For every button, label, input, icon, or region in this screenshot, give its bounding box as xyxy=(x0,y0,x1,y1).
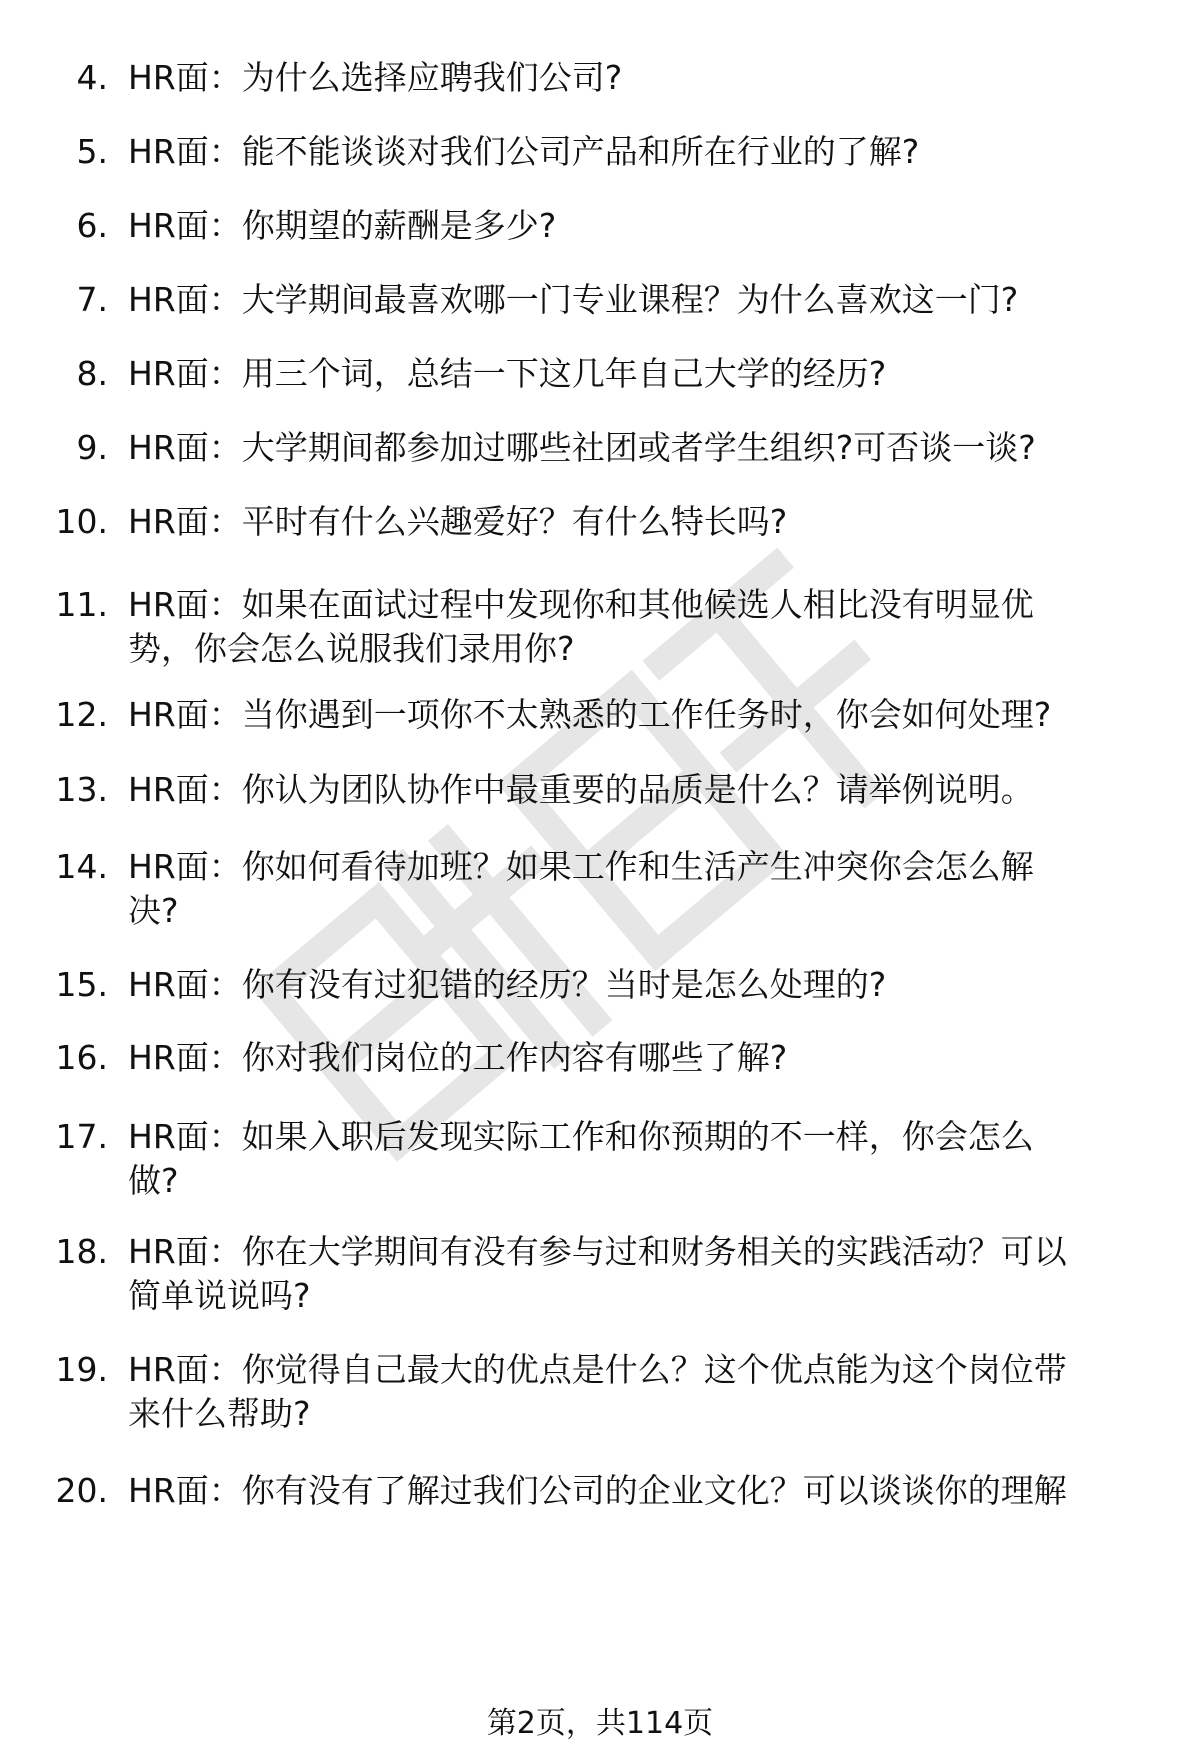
page-footer: 第2页，共114页 xyxy=(486,1706,714,1741)
question-number: 9. xyxy=(76,428,108,467)
question-number: 12. xyxy=(55,695,108,734)
question-text-line: HR面：大学期间最喜欢哪一门专业课程？为什么喜欢这一门? xyxy=(128,280,1019,319)
question-text-line: HR面：你有没有过犯错的经历？当时是怎么处理的? xyxy=(128,965,887,1004)
question-number: 17. xyxy=(55,1117,108,1156)
question-text-line: 简单说说吗? xyxy=(128,1276,311,1315)
question-text-line: HR面：你觉得自己最大的优点是什么？这个优点能为这个岗位带 xyxy=(128,1350,1067,1389)
question-number: 20. xyxy=(55,1471,108,1510)
question-text-line: HR面：用三个词，总结一下这几年自己大学的经历? xyxy=(128,354,887,393)
question-number: 6. xyxy=(76,206,108,245)
question-text-line: 决? xyxy=(128,891,179,930)
question-text-line: HR面：当你遇到一项你不太熟悉的工作任务时，你会如何处理? xyxy=(128,695,1052,734)
question-text-line: HR面：你对我们岗位的工作内容有哪些了解? xyxy=(128,1038,788,1077)
question-text-line: 势，你会怎么说服我们录用你? xyxy=(128,629,575,668)
question-number: 11. xyxy=(55,585,108,624)
question-number: 16. xyxy=(55,1038,108,1077)
question-number: 8. xyxy=(76,354,108,393)
question-text-line: HR面：为什么选择应聘我们公司? xyxy=(128,58,623,97)
question-text-line: HR面：你期望的薪酬是多少? xyxy=(128,206,557,245)
question-number: 13. xyxy=(55,770,108,809)
question-number: 15. xyxy=(55,965,108,1004)
question-text-line: 做? xyxy=(128,1161,179,1200)
question-text-line: HR面：你认为团队协作中最重要的品质是什么？请举例说明。 xyxy=(128,770,1034,809)
question-text-line: HR面：如果入职后发现实际工作和你预期的不一样，你会怎么 xyxy=(128,1117,1034,1156)
question-number: 10. xyxy=(55,502,108,541)
question-text-line: HR面：大学期间都参加过哪些社团或者学生组织?可否谈一谈? xyxy=(128,428,1036,467)
question-number: 5. xyxy=(76,132,108,171)
question-number: 18. xyxy=(55,1232,108,1271)
question-number: 14. xyxy=(55,847,108,886)
question-number: 19. xyxy=(55,1350,108,1389)
question-text-line: HR面：你有没有了解过我们公司的企业文化？可以谈谈你的理解 xyxy=(128,1471,1067,1510)
question-text-line: HR面：如果在面试过程中发现你和其他候选人相比没有明显优 xyxy=(128,585,1034,624)
question-text-line: HR面：能不能谈谈对我们公司产品和所在行业的了解? xyxy=(128,132,920,171)
question-number: 7. xyxy=(76,280,108,319)
question-text-line: HR面：你如何看待加班？如果工作和生活产生冲突你会怎么解 xyxy=(128,847,1034,886)
question-text-line: HR面：平时有什么兴趣爱好？有什么特长吗? xyxy=(128,502,788,541)
question-text-line: 来什么帮助? xyxy=(128,1394,311,1433)
question-text-line: HR面：你在大学期间有没有参与过和财务相关的实践活动？可以 xyxy=(128,1232,1067,1271)
question-number: 4. xyxy=(76,58,108,97)
